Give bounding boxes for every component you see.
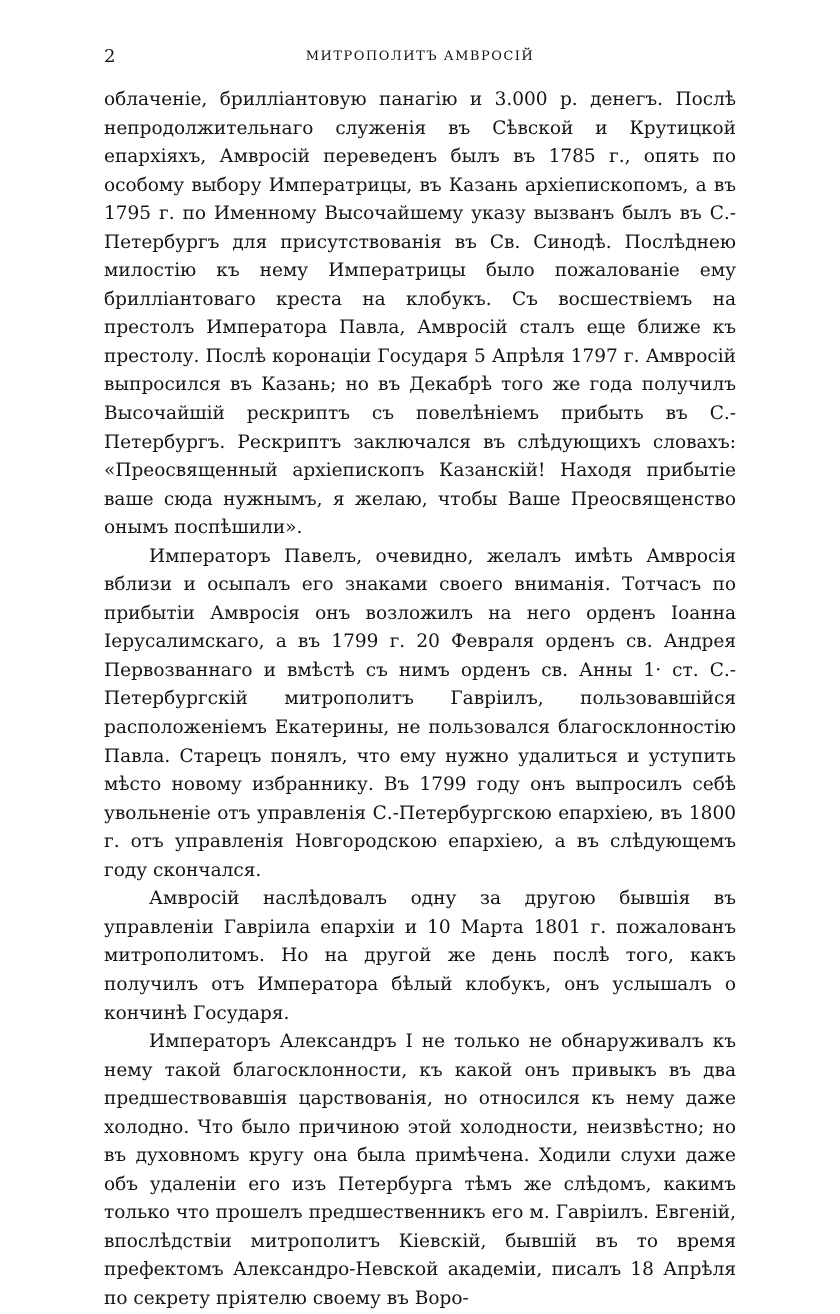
page-header [104, 46, 736, 70]
running-head: МИТРОПОЛИТЪ АМВРОСІЙ [305, 49, 535, 64]
paragraph: Императоръ Александръ I не только не обнаруживалъ къ нему такой благосклонности, къ какой онъ привыкъ въ два предшествовавшія царствованія, но относился къ нему даже холодно. Что было причиною этой холодности, неизвѣстно; но въ духовномъ кругу она была примѣчена. Ходили слухи даже объ удаленіи его изъ Петербурга тѣмъ же слѣдомъ, какимъ только что прошелъ предшественникъ его м. Гавріилъ. Евгеній, впослѣдствіи митрополитъ Кіевскій, бывшій въ то время префектомъ Александро-Невской академіи, писалъ 18 Апрѣля по секрету пріятелю своему въ Воро- [104, 1031, 736, 1309]
paragraph: Императоръ Павелъ, очевидно, желалъ имѣть Амвросія вблизи и осыпалъ его знаками своего вниманія. Тотчасъ по прибытіи Амвросія онъ возложилъ на него орденъ Іоанна Іерусалимскаго, а въ 1799 г. 20 Февраля орденъ св. Андрея Первозваннаго и вмѣстѣ съ нимъ орденъ св. Анны 1· ст. С.-Петербургскій митрополитъ Гавріилъ, пользовавшійся расположеніемъ Екатерины, не пользовался благосклонностію Павла. Старецъ понялъ, что ему нужно удалиться и уступить мѣсто новому избраннику. Въ 1799 году онъ выпросилъ себѣ увольненіе отъ управленія С.-Петербургскою епархіею, въ 1800 г. отъ управленія Новгородскою епархіею, а въ слѣдующемъ году скончался. [104, 545, 736, 881]
paragraph: Амвросій наслѣдовалъ одну за другою бывшія въ управленіи Гавріила епархіи и 10 Марта 1801 г. пожалованъ митрополитомъ. Но на другой же день послѣ того, какъ получилъ отъ Императора бѣлый клобукъ, онъ услышалъ о кончинѣ Государя. [104, 888, 736, 1024]
page-number: 2 [104, 46, 116, 67]
paragraph: облаченіе, бриллiантовую панагію и 3.000 р. денегъ. Послѣ непродолжительнаго служенія въ Сѣвской и Крутицкой епархіяхъ, Амвросій переведенъ былъ въ 1785 г., опять по особому выбору Императрицы, въ Казань архіепископомъ, а въ 1795 г. по Именному Высочайшему указу вызванъ былъ въ С.-Петербургъ для присутствованія въ Св. Синодѣ. Послѣднею милостію къ нему Императрицы было пожалованіе ему бриллiантоваго креста на клобукъ. Съ восшествіемъ на престолъ Императора Павла, Амвросій сталъ еще ближе къ престолу. Послѣ коронаціи Государя 5 Апрѣля 1797 г. Амвросій выпросился въ Казань; но въ Декабрѣ того же года получилъ Высочайшій рескриптъ съ повелѣніемъ прибыть въ С.-Петербургъ. Рескриптъ заключался въ слѣдующихъ словахъ: «Преосвященный архіепископъ Казанскій! Находя прибытіе ваше сюда нужнымъ, я желаю, чтобы Ваше Преосвященство онымъ поспѣшили». [104, 89, 736, 539]
body-text [104, 86, 736, 1314]
